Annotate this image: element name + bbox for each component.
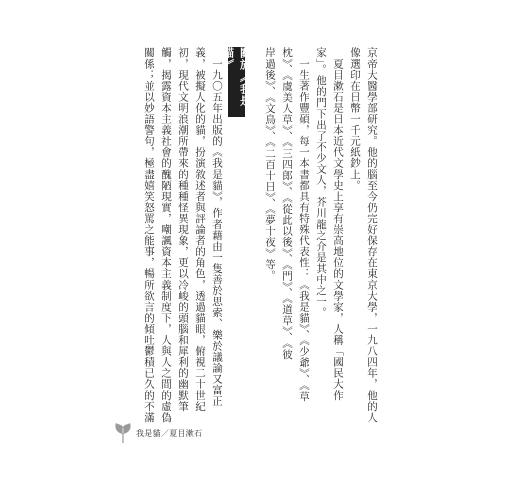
text-column: 家」。他的門下出了不少文人，芥川龍之介是其中之一。 bbox=[315, 47, 327, 318]
running-footer-title: 我是貓／夏目漱石 bbox=[136, 428, 203, 438]
text-column: 岸過後》、《文鳥》、《二百十日》、《夢十夜》等。 bbox=[264, 47, 276, 281]
text-column: 一九〇五年出版的《我是貓》，作者藉由一隻善於思索、樂於議論又富正 bbox=[211, 47, 223, 407]
ginkgo-leaf-icon bbox=[113, 421, 133, 445]
text-column: 像選印在日幣一千元紙鈔上。 bbox=[349, 47, 361, 191]
text-column: 初，現代文明浪潮所帶來的種種怪異現象，更以冷峻的頭腦和犀利的幽默筆 bbox=[177, 47, 189, 412]
text-column: 一生著作豐碩，每一本書都具有特殊代表性：《我是貓》、《少爺》、《草 bbox=[298, 47, 310, 402]
text-column: 京帝大醫學部研究。他的腦至今仍完好保存在東京大學，一九八四年，他的人 bbox=[366, 47, 378, 423]
text-column: 枕》、《虞美人草》、《三四郎》、《從此以後》、《門》、《道草》、《彼 bbox=[281, 47, 293, 360]
text-column: 夏目漱石是日本近代文學史上享有崇高地位的文學家，人稱「國民大作 bbox=[332, 47, 344, 401]
text-column: 觸，揭露資本主義社會的醜陋現實，嘲諷資本主義制度下，人與人之間的虛偽 bbox=[160, 47, 172, 423]
section-heading: 關於《我是貓》 bbox=[228, 47, 245, 117]
page-footer bbox=[113, 421, 202, 445]
text-column: 關係；並以妙語警句，極盡嬉笑怒罵之能事，暢所欲言的傾吐鬱積已久的不滿 bbox=[143, 47, 155, 423]
text-column: 義，被擬人化的貓，扮演敘述者與評論者的角色，透過貓眼，俯視二十世紀 bbox=[194, 47, 206, 412]
